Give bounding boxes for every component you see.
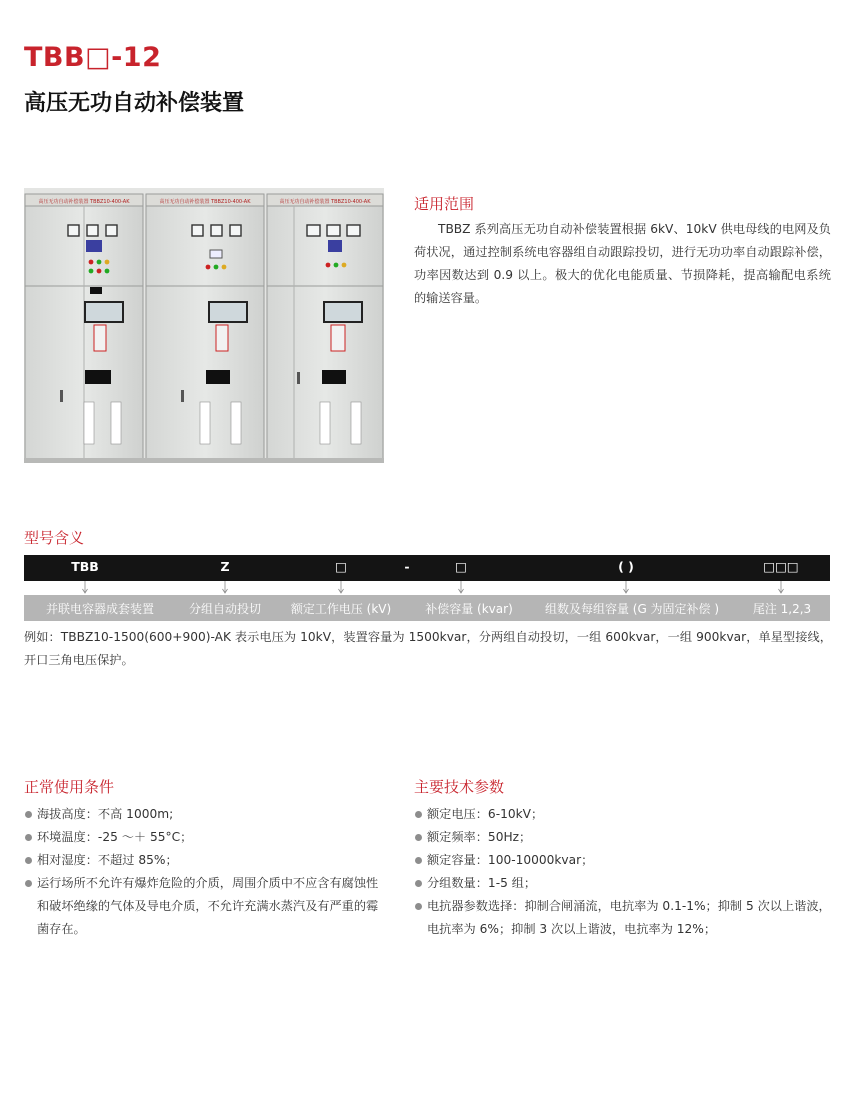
down-arrow-icon — [777, 581, 786, 595]
product-title: 高压无功自动补偿装置 — [24, 91, 245, 116]
desc-notes: 尾注 1,2,3 — [752, 602, 812, 616]
specs-list — [414, 803, 832, 941]
desc-groups: 组数及每组容量 (G 为固定补偿 ) — [544, 602, 720, 616]
desc-series: 并联电容器成套装置 — [45, 602, 155, 616]
conditions-title: 正常使用条件 — [24, 778, 115, 796]
list-item: 额定电压：6-10kV； — [414, 803, 832, 826]
code-arrows — [24, 581, 830, 595]
list-item: 分组数量：1-5 组； — [414, 872, 832, 895]
down-arrow-icon — [622, 581, 631, 595]
desc-capacity: 补偿容量 (kvar) — [425, 602, 513, 616]
code-groups: ( ) — [618, 559, 634, 574]
list-item: 额定频率：50Hz； — [414, 826, 832, 849]
code-auto: Z — [220, 559, 230, 574]
down-arrow-icon — [457, 581, 466, 595]
down-arrow-icon — [221, 581, 230, 595]
conditions-list — [24, 803, 380, 941]
code-capacity: □ — [455, 559, 467, 574]
list-item: 电抗器参数选择：抑制合闸涌流，电抗率为 0.1-1%；抑制 5 次以上谐波，电抗率为 6%；抑制 3 次以上谐波，电抗率为 12%； — [414, 895, 832, 941]
list-item: 环境温度：-25 ～＋ 55°C； — [24, 826, 380, 849]
code-dash: - — [404, 559, 410, 574]
desc-voltage: 额定工作电压 (kV) — [290, 602, 392, 616]
model-meaning-title: 型号含义 — [24, 529, 85, 547]
model-description-bar — [24, 595, 830, 621]
code-voltage: □ — [335, 559, 347, 574]
code-notes: □□□ — [763, 559, 799, 574]
application-title: 适用范围 — [414, 195, 475, 213]
model-example: 例如：TBBZ10-1500(600+900)-AK 表示电压为 10kV，装置容量为 1500kvar，分两组自动投切，一组 600kvar，一组 900kvar，单星型接线，开口三角电压保护。 — [24, 630, 832, 667]
list-item: 额定容量：100-10000kvar； — [414, 849, 832, 872]
cabinet-label: 高压无功自动补偿装置 TBBZ10-400-AK — [159, 199, 251, 205]
application-text: TBBZ 系列高压无功自动补偿装置根据 6kV、10kV 供电母线的电网及负荷状况，通过控制系统电容器组自动跟踪投切，进行无功功率自动跟踪补偿，功率因数达到 0.9 以上。极大的优化电能质量、节损降耗，提高输配电系统的输送容量。 — [414, 222, 831, 305]
list-item: 相对湿度：不超过 85%； — [24, 849, 380, 872]
list-item: 运行场所不允许有爆炸危险的介质，周围介质中不应含有腐蚀性和破坏绝缘的气体及导电介质，不允许充满水蒸汽及有严重的霉菌存在。 — [24, 872, 380, 941]
down-arrow-icon — [81, 581, 90, 595]
desc-auto: 分组自动投切 — [188, 602, 262, 616]
model-title: TBB□-12 — [24, 42, 162, 73]
down-arrow-icon — [337, 581, 346, 595]
list-item: 海拔高度：不高 1000m; — [24, 803, 380, 826]
cabinet-label: 高压无功自动补偿装置 TBBZ10-400-AK — [38, 199, 130, 205]
code-series: TBB — [71, 559, 99, 574]
product-photo — [24, 188, 384, 463]
cabinet-label: 高压无功自动补偿装置 TBBZ10-400-AK — [279, 199, 371, 205]
specs-title: 主要技术参数 — [414, 778, 505, 796]
model-code-bar — [24, 555, 830, 581]
